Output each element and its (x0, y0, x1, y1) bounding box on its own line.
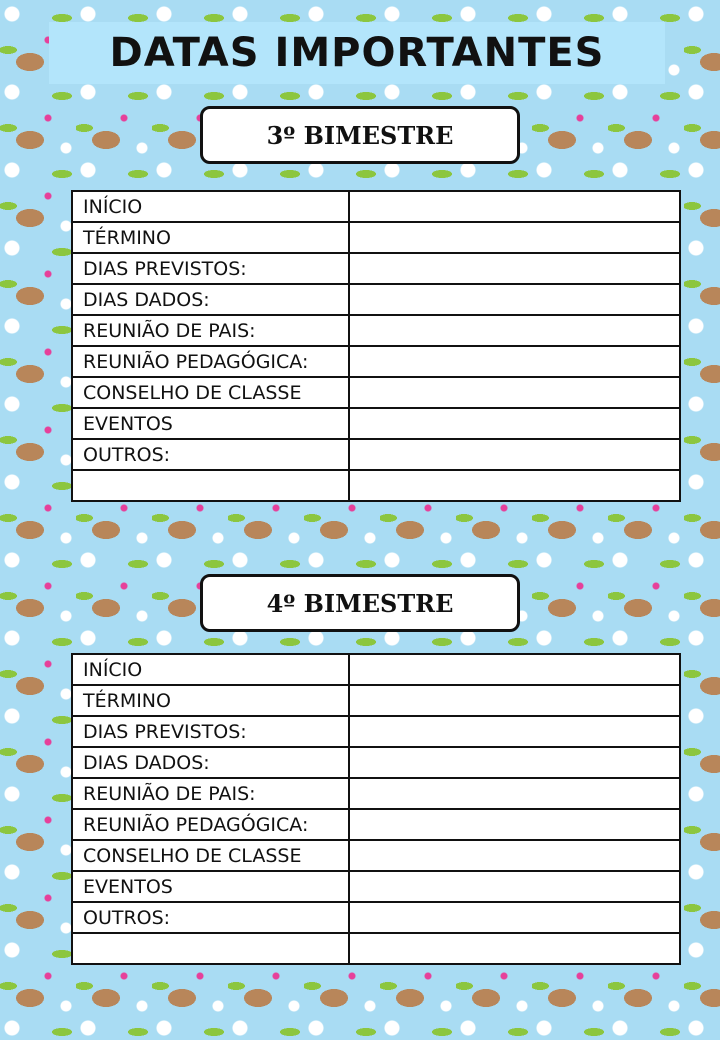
row-value-field[interactable] (349, 191, 680, 222)
form-table-4-bimestre (71, 653, 681, 965)
row-label: EVENTOS (72, 408, 349, 439)
row-value-field[interactable] (349, 470, 680, 501)
table-row (72, 315, 680, 346)
row-value-field[interactable] (349, 778, 680, 809)
row-label[interactable] (72, 933, 349, 964)
row-value-field[interactable] (349, 439, 680, 470)
row-value-field[interactable] (349, 840, 680, 871)
row-label: TÉRMINO (72, 685, 349, 716)
row-label: TÉRMINO (72, 222, 349, 253)
row-value-field[interactable] (349, 933, 680, 964)
row-value-field[interactable] (349, 716, 680, 747)
row-label: INÍCIO (72, 191, 349, 222)
row-label: INÍCIO (72, 654, 349, 685)
table-row (72, 470, 680, 501)
table-row (72, 222, 680, 253)
form-table-3-bimestre (71, 190, 681, 502)
row-value-field[interactable] (349, 654, 680, 685)
row-label: OUTROS: (72, 439, 349, 470)
section-header-3-bimestre (200, 106, 520, 164)
row-label: REUNIÃO PEDAGÓGICA: (72, 346, 349, 377)
page-title: DATAS IMPORTANTES (109, 30, 605, 76)
row-value-field[interactable] (349, 284, 680, 315)
table-row (72, 809, 680, 840)
row-value-field[interactable] (349, 871, 680, 902)
table-row (72, 778, 680, 809)
title-banner (49, 22, 665, 84)
row-label: REUNIÃO DE PAIS: (72, 778, 349, 809)
row-label: EVENTOS (72, 871, 349, 902)
table-row (72, 747, 680, 778)
section-header-4-bimestre (200, 574, 520, 632)
row-label: DIAS DADOS: (72, 284, 349, 315)
row-value-field[interactable] (349, 685, 680, 716)
table-row (72, 716, 680, 747)
row-label: DIAS PREVISTOS: (72, 716, 349, 747)
row-label: DIAS DADOS: (72, 747, 349, 778)
row-value-field[interactable] (349, 809, 680, 840)
row-label: OUTROS: (72, 902, 349, 933)
row-label: DIAS PREVISTOS: (72, 253, 349, 284)
row-value-field[interactable] (349, 315, 680, 346)
table-row (72, 408, 680, 439)
row-label: REUNIÃO DE PAIS: (72, 315, 349, 346)
section-heading: 4º BIMESTRE (266, 588, 454, 618)
row-value-field[interactable] (349, 902, 680, 933)
row-value-field[interactable] (349, 253, 680, 284)
row-value-field[interactable] (349, 377, 680, 408)
table-row (72, 871, 680, 902)
table-row (72, 902, 680, 933)
table-row (72, 840, 680, 871)
table-row (72, 933, 680, 964)
row-value-field[interactable] (349, 346, 680, 377)
table-row (72, 439, 680, 470)
table-row (72, 253, 680, 284)
table-row (72, 377, 680, 408)
row-value-field[interactable] (349, 408, 680, 439)
table-row (72, 191, 680, 222)
row-label: CONSELHO DE CLASSE (72, 840, 349, 871)
section-heading: 3º BIMESTRE (266, 120, 454, 150)
table-row (72, 284, 680, 315)
table-row (72, 346, 680, 377)
row-label: CONSELHO DE CLASSE (72, 377, 349, 408)
table-row (72, 685, 680, 716)
row-value-field[interactable] (349, 747, 680, 778)
row-label: REUNIÃO PEDAGÓGICA: (72, 809, 349, 840)
row-value-field[interactable] (349, 222, 680, 253)
row-label[interactable] (72, 470, 349, 501)
table-row (72, 654, 680, 685)
